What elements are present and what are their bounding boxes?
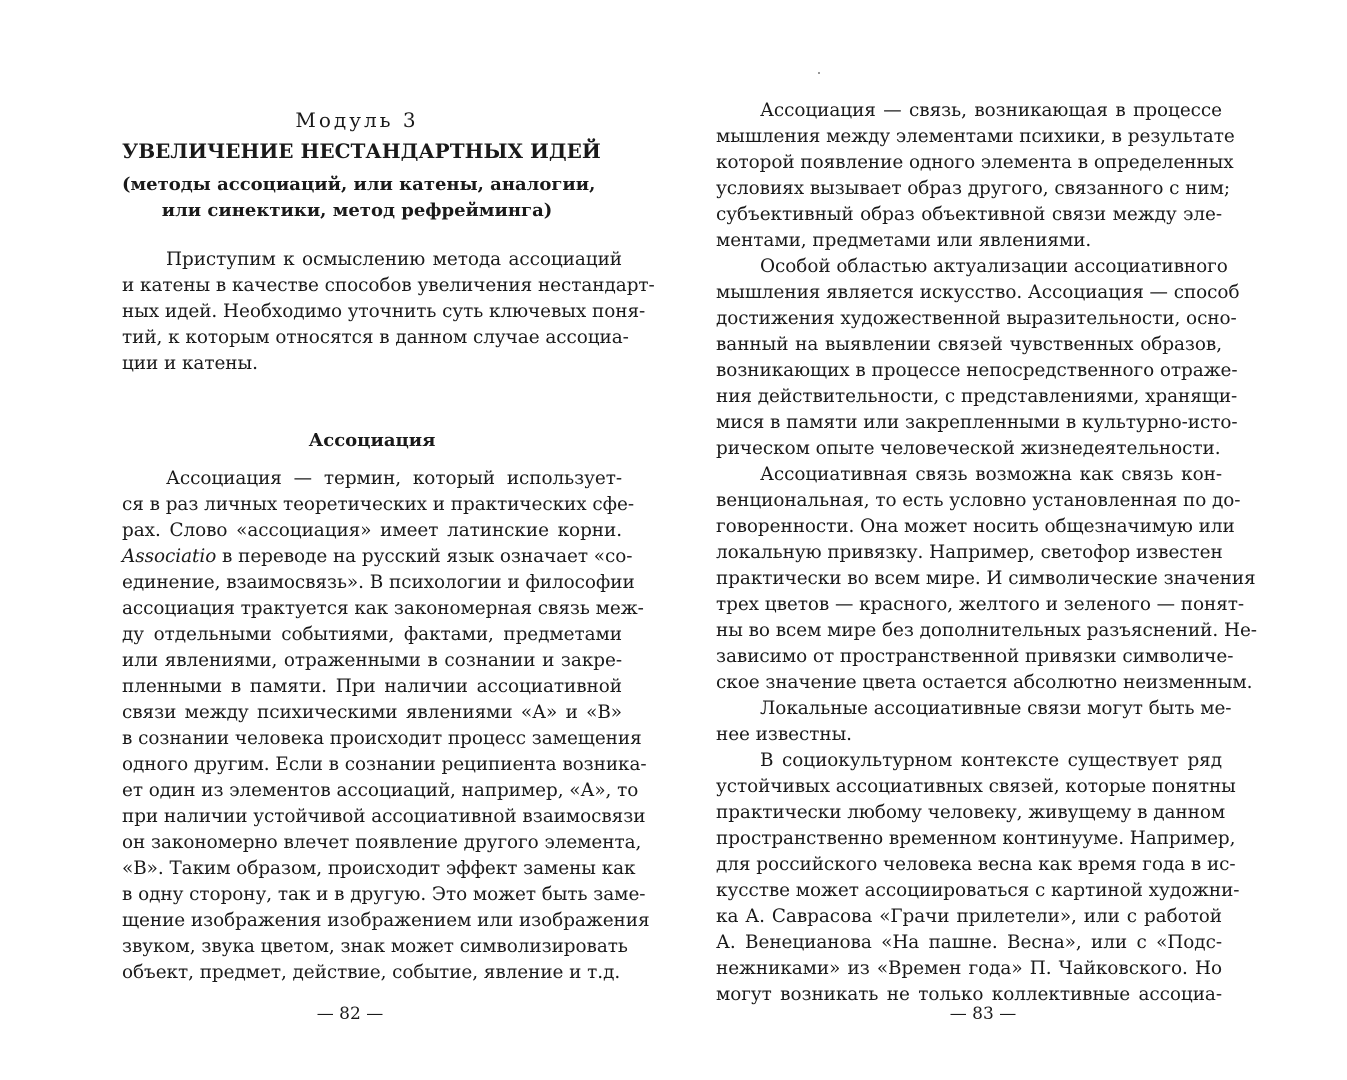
module-label: Модуль 3 (295, 108, 419, 132)
text-line: ции и катены. (122, 353, 258, 374)
text-line: Ассоциация — связь, возникающая в процессе (760, 100, 1222, 121)
text-line: тий, к которым относятся в данном случае ассоциа- (122, 327, 629, 348)
module-subtitle (122, 172, 596, 224)
text-line: возникающих в процессе непосредственного отраже- (716, 360, 1238, 381)
page-number: — 83 — (949, 1004, 1017, 1024)
module-title: УВЕЛИЧЕНИЕ НЕСТАНДАРТНЫХ ИДЕЙ (122, 139, 601, 163)
latin-word: Associatio (122, 546, 217, 567)
left-page (0, 0, 673, 1080)
text-line: которой появление одного элемента в определенных (716, 152, 1234, 173)
text-line: ка А. Саврасова «Грачи прилетели», или с работой (716, 906, 1222, 927)
text-line: нежниками» из «Времен года» П. Чайковского. Но (716, 958, 1222, 979)
text-line: пространственно временном континууме. Например, (716, 828, 1236, 849)
text-line: Приступим к осмыслению метода ассоциаций (166, 249, 622, 270)
text-line: субъективный образ объективной связи между эле- (716, 204, 1222, 225)
module-subtitle-line: (методы ассоциаций, или катены, аналогии, (122, 174, 596, 195)
text-line: мышления является искусство. Ассоциация — способ (716, 282, 1240, 303)
text-line: он закономерно влечет появление другого элемента, (122, 832, 642, 853)
text-line: Ассоциативная связь возможна как связь кон- (760, 464, 1222, 485)
text-line: единение, взаимосвязь». В психологии и философии (122, 572, 635, 593)
text-line: Локальные ассоциативные связи могут быть ме- (760, 698, 1232, 719)
text-line: пленными в памяти. При наличии ассоциативной (122, 676, 622, 697)
text-line: «В». Таким образом, происходит эффект замены как (122, 858, 636, 879)
text-line: в сознании человека происходит процесс замещения (122, 728, 642, 749)
right-body-text (716, 98, 1257, 1008)
text-line: щение изображения изображением или изображения (122, 910, 650, 931)
text-line: ванный на выявлении связей чувственных образов, (716, 334, 1222, 355)
text-line: А. Венецианова «На пашне. Весна», или с «Подс- (716, 932, 1222, 953)
text-line: рах. Слово «ассоциация» имеет латинские корни. (122, 520, 622, 541)
section-heading: Ассоциация (308, 430, 436, 451)
text-line: в одну сторону, так и в другую. Это может быть заме- (122, 884, 646, 905)
text-line: рическом опыте человеческой жизнедеятельности. (716, 438, 1221, 459)
text-line: устойчивых ассоциативных связей, которые понятны (716, 776, 1236, 797)
text-line: ны во всем мире без дополнительных разъяснений. Не- (716, 620, 1257, 641)
text-line: могут возникать не только коллективные ассоциа- (716, 984, 1222, 1005)
text-line: ния действительности, с представлениями, хранящи- (716, 386, 1238, 407)
text-line: звуком, звука цветом, знак может символизировать (122, 936, 628, 957)
text-line: кусстве может ассоциироваться с картиной художни- (716, 880, 1240, 901)
text-line: объект, предмет, действие, событие, явление и т.д. (122, 962, 621, 983)
text-line: при наличии устойчивой ассоциативной взаимосвязи (122, 806, 646, 827)
text-line: достижения художественной выразительности, осно- (716, 308, 1237, 329)
module-subtitle-line: или синектики, метод рефрейминга) (161, 200, 553, 221)
text-line: практически любому человеку, живущему в данном (716, 802, 1226, 823)
right-page (673, 0, 1347, 1080)
text-line: ных идей. Необходимо уточнить суть ключевых поня- (122, 301, 646, 322)
text-line: ассоциация трактуется как закономерная связь меж- (122, 598, 644, 619)
text-line: мися в памяти или закрепленными в культурно-исто- (716, 412, 1238, 433)
text-line: трех цветов — красного, желтого и зеленого — понят- (716, 594, 1245, 615)
text-line: ет один из элементов ассоциаций, например, «А», то (122, 780, 639, 801)
text-line: ся в раз личных теоретических и практических сфе- (122, 494, 634, 515)
text-line: одного другим. Если в сознании реципиента возника- (122, 754, 647, 775)
left-body-text (122, 466, 650, 986)
intro-paragraph (122, 247, 655, 377)
text-line: ментами, предметами или явлениями. (716, 230, 1092, 251)
text-line: нее известны. (716, 724, 852, 745)
text-line: практически во всем мире. И символические значения (716, 568, 1256, 589)
print-speck (818, 72, 820, 74)
text-line: условиях вызывает образ другого, связанного с ним; (716, 178, 1231, 199)
text-line-with-latin (122, 544, 633, 570)
text-line: или явлениями, отраженными в сознании и закре- (122, 650, 622, 671)
text-line: ское значение цвета остается абсолютно неизменным. (716, 672, 1253, 693)
text-line-rest: в переводе на русский язык означает «со- (222, 546, 633, 567)
text-line: и катены в качестве способов увеличения нестандарт- (122, 275, 655, 296)
text-line: зависимо от пространственной привязки символиче- (716, 646, 1234, 667)
text-line: связи между психическими явлениями «А» и «В» (122, 702, 622, 723)
page-number: — 82 — (316, 1004, 384, 1024)
text-line: ду отдельными событиями, фактами, предметами (122, 624, 622, 645)
text-line: локальную привязку. Например, светофор известен (716, 542, 1223, 563)
text-line: говоренности. Она может носить общезначимую или (716, 516, 1235, 537)
text-line: мышления между элементами психики, в результате (716, 126, 1235, 147)
text-line: венциональная, то есть условно установленная по до- (716, 490, 1241, 511)
text-line: для российского человека весна как время года в ис- (716, 854, 1236, 875)
text-line: Ассоциация — термин, который использует- (166, 468, 622, 489)
text-line: Особой областью актуализации ассоциативного (760, 256, 1228, 277)
text-line: В социокультурном контексте существует ряд (760, 750, 1222, 771)
